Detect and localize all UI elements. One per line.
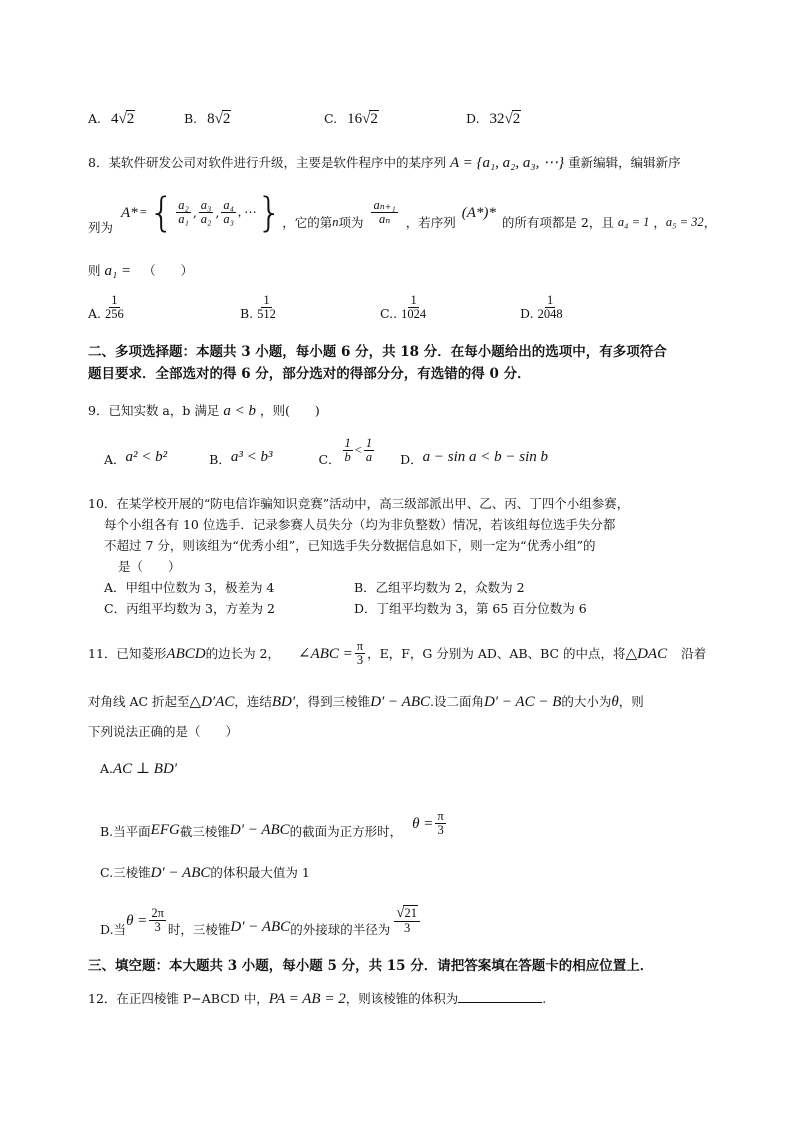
q9-options: A． a² < b² B． a³ < b³ C． $\frac{1}{b}$ < $\frac{1}{a}$ D． a − sin a < b − sin b (104, 435, 549, 467)
q7-option-c: C. 16√2 (324, 111, 378, 127)
q7-option-b: B. 8√2 (184, 111, 231, 127)
q8-option-d: D. $\frac{1}{2048}$ (520, 293, 563, 322)
q8-set-a: A = {a₁, a₂, a₃, ⋯} (449, 155, 565, 171)
q11-option-d: D.当 θ = $\frac{2\pi}{3}$ 时，三棱锥 D′ − ABC 的外接球的半径为 $\frac{√21}{3}$ (100, 904, 422, 937)
q8-stem-line3: 则 a₁ = （ ） (88, 263, 194, 279)
section2-heading-line2: 题目要求．全部选对的得 6 分，部分选对的得部分分，有选错的得 0 分． (88, 366, 531, 382)
q8-stem-line2: 列为 A* = { $\frac{\text{a₂}}{\text{a₁}}$ , $\frac{\text{a₃}}{\text{a₂}}$ , $\frac{\text{a₄}}{\text{a₃}}$ , ⋯ } ，它的第 n 项为 $\frac{\text{aₙ₊₁}}{\text{aₙ}}$ ，若序列 (A*)* 的所有项都是 2，且 a₄ = 1 ， a₅ = 32 ， (88, 189, 717, 236)
q10-option-d: D．丁组平均数为 3，第 65 百分位数为 6 (354, 601, 587, 616)
q11-option-b: B.当平面 EFG 截三棱锥 D′ − ABC 的截面为正方形时， θ = $\frac{\pi}{3}$ (100, 808, 444, 839)
q8-option-b: B. $\frac{1}{512}$ (240, 293, 276, 322)
q10-option-c: C．丙组平均数为 3，方差为 2 (104, 601, 275, 616)
q8-option-c: C.. $\frac{1}{1024}$ (380, 293, 427, 322)
q7-option-a-value: 4√2 (111, 111, 135, 127)
q8-option-a: A. $\frac{1}{256}$ (88, 293, 124, 322)
q10-line3: 不超过 7 分，则该组为“优秀小组”，已知选手失分数据信息如下，则一定为“优秀小组”的 (104, 538, 596, 553)
q7-option-d: D. 32√2 (466, 111, 521, 127)
q11-line2: 对角线 AC 折起至△D′AC，连结BD′，得到三棱锥D′ − ABC.设二面角D′ − AC − B的大小为θ，则 (88, 694, 644, 710)
q10-line4: 是（ ） (118, 559, 181, 574)
q11-line3: 下列说法正确的是（ ） (88, 724, 239, 739)
q10-option-a: A．甲组中位数为 3，极差为 4 (104, 580, 275, 595)
q12-answer-blank[interactable] (458, 990, 542, 1003)
q10-line1: 10．在某学校开展的“防电信诈骗知识竞赛”活动中，高三级部派出甲、乙、丙、丁四个小组参赛， (88, 496, 630, 511)
section2-heading-line1: 二、多项选择题：本题共 3 小题，每小题 6 分，共 18 分．在每小题给出的选项中，有多项符合 (88, 344, 667, 360)
q11-line1: 11．已知菱形 ABCD 的边长为 2， ∠ABC = $\frac{\pi}{3}$ ，E，F，G 分别为 AD、AB、BC 的中点，将 △DAC 沿着 (88, 639, 707, 668)
q8-stem-line1: 8．某软件研发公司对软件进行升级，主要是软件程序中的某序列 A = {a₁, a₂, a₃, ⋯} 重新编辑，编辑新序 (88, 155, 681, 171)
q7-options: A. 4√2 (88, 111, 135, 127)
q9-stem: 9．已知实数 a，b 满足 a < b ，则( ) (88, 403, 320, 419)
q12-stem: 12．在正四棱锥 P−ABCD 中，PA = AB = 2，则该棱锥的体积为 . (88, 991, 547, 1007)
q11-option-a: A.AC ⊥ BD′ (100, 761, 178, 777)
q10-line2: 每个小组各有 10 位选手．记录参赛人员失分（均为非负整数）情况，若该组每位选手失分都 (104, 517, 616, 532)
q11-option-c: C.三棱锥D′ − ABC的体积最大值为 1 (100, 865, 310, 881)
section3-heading: 三、填空题：本大题共 3 小题，每小题 5 分，共 15 分．请把答案填在答题卡的相应位置上． (88, 958, 654, 974)
q10-option-b: B．乙组平均数为 2，众数为 2 (354, 580, 525, 595)
